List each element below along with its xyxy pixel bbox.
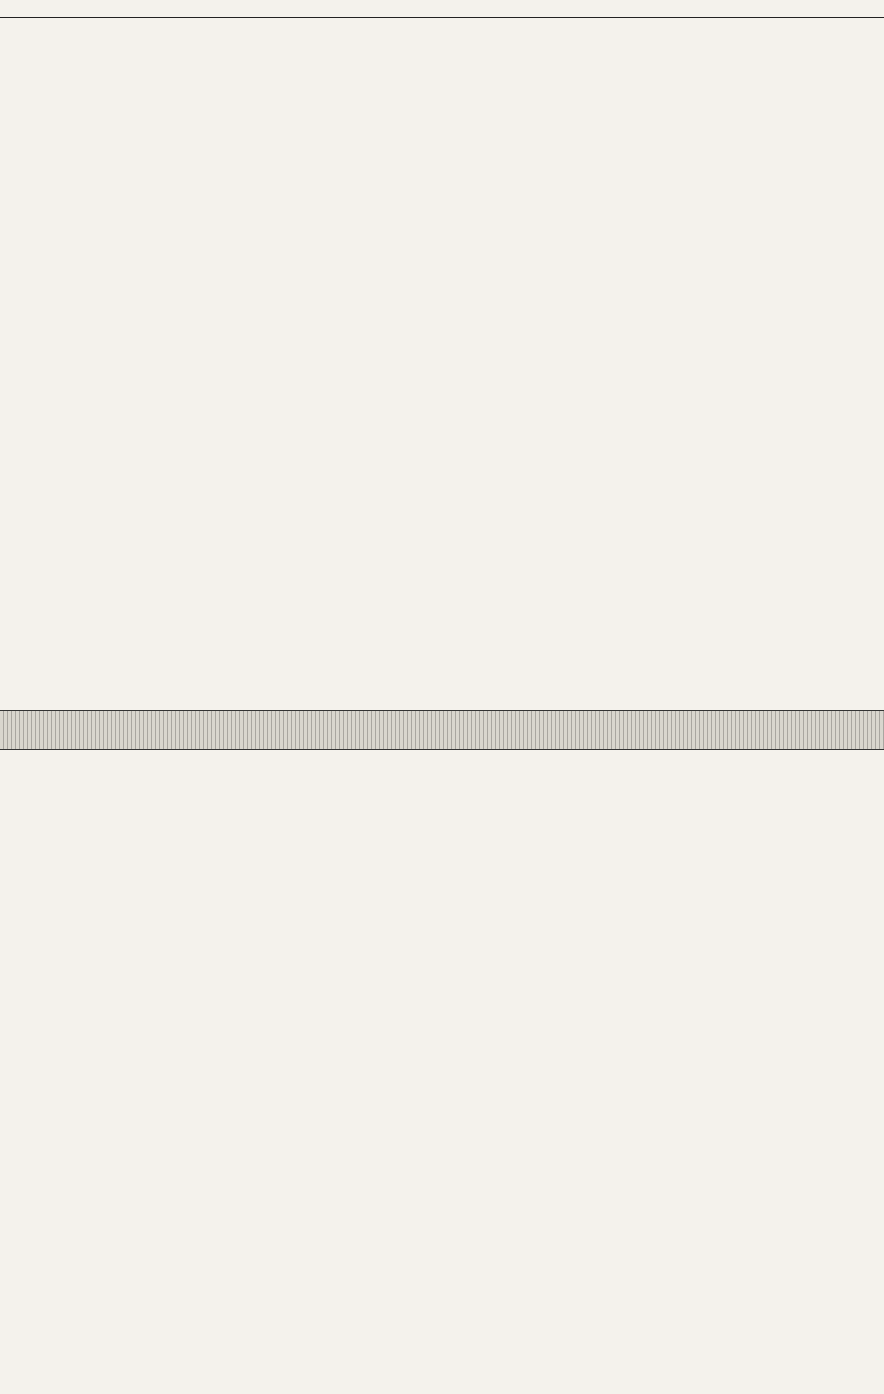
masthead [0, 0, 884, 18]
divider-band [0, 710, 884, 750]
help-wanted-section [2, 18, 882, 708]
service-directory-section [2, 752, 882, 1392]
